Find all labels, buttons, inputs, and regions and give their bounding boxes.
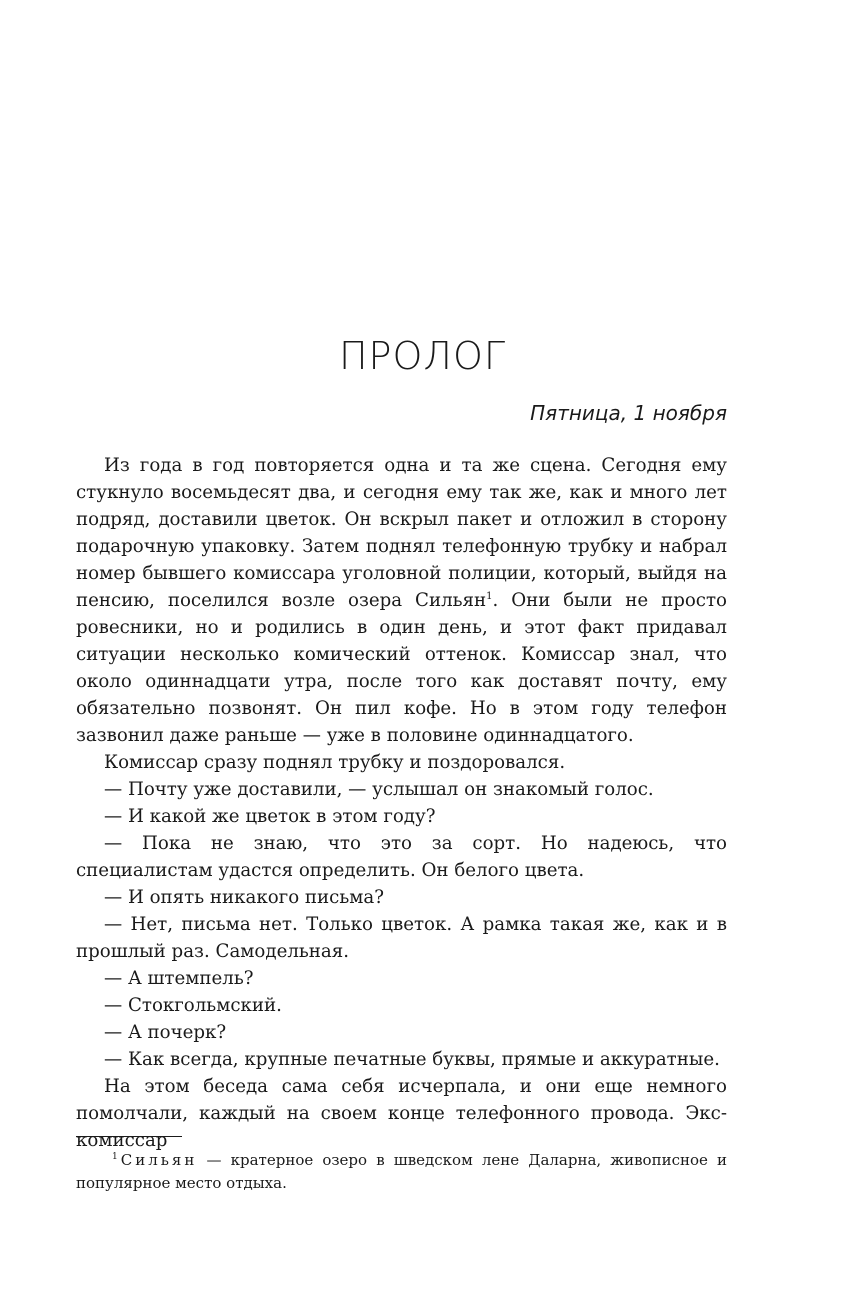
paragraph: Комиссар сразу поднял трубку и поздоровался.	[104, 752, 566, 773]
paragraph: На этом беседа сама себя исчерпала, и они еще немного помолчали, каждый на своем конце телефонного провода. Экс-комиссар	[76, 1076, 727, 1151]
dialogue-line: — Почту уже доставили, — услышал он знакомый голос.	[104, 779, 654, 800]
dialogue-line: — Пока не знаю, что это за сорт. Но надеюсь, что специалистам удастся определить. Он белого цвета.	[76, 833, 727, 881]
dialogue-line: — Стокгольмский.	[104, 995, 282, 1016]
footnote	[76, 1149, 727, 1195]
body-text	[76, 452, 727, 1154]
dialogue-line: — И опять никакого письма?	[104, 887, 385, 908]
footnote-term: Сильян	[120, 1151, 198, 1169]
dialogue-line: — Как всегда, крупные печатные буквы, прямые и аккуратные.	[104, 1049, 720, 1070]
dialogue-line: — А штемпель?	[104, 968, 254, 989]
footnote-reference[interactable]: 1	[486, 590, 493, 602]
chapter-title: ПРОЛОГ	[338, 334, 507, 378]
dialogue-line: — А почерк?	[104, 1022, 227, 1043]
paragraph: Из года в год повторяется одна и та же сцена. Сегодня ему стукнуло восемьдесят два, и сегодня ему так же, как и много лет подряд, доставили цветок. Он вскрыл пакет и отложил в сторону подарочную упаковку. Затем поднял телефонную трубку и набрал номер бывшего комиссара уголовной полиции, который, выйдя на пенсию, поселился возле озера Сильян$^1$. Они были не просто ровесники, но и родились в один день, и этот факт придавал ситуации несколько комический оттенок. Комиссар знал, что около одиннадцати утра, после того как доставят почту, ему обязательно позвонят. Он пил кофе. Но в этом году телефон зазвонил даже раньше — уже в половине одиннадцатого.	[76, 455, 727, 746]
dialogue-line: — И какой же цветок в этом году?	[104, 806, 436, 827]
footnote-number: 1	[112, 1152, 118, 1162]
chapter-dateline: Пятница, 1 ноября	[530, 401, 727, 425]
dialogue-line: — Нет, письма нет. Только цветок. А рамка такая же, как и в прошлый раз. Самодельная.	[76, 914, 727, 962]
footnote-text: — кратерное озеро в шведском лене Даларна, живописное и популярное место отдыха.	[76, 1151, 727, 1192]
footnote-divider	[76, 1136, 182, 1137]
